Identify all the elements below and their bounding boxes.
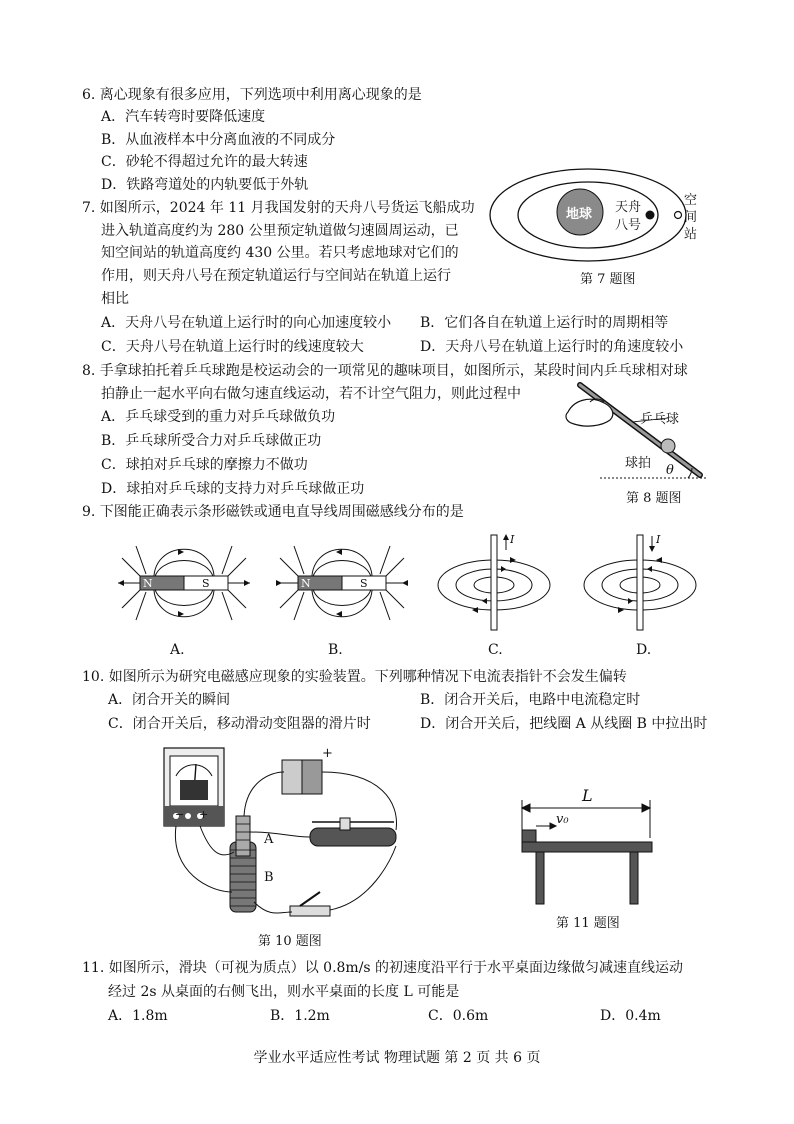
q11-length-label: L: [582, 786, 593, 805]
q10-battery-plus: +: [322, 746, 333, 761]
q9-label-c: C.: [488, 642, 503, 658]
q8-option-c: C．球拍对乒乓球的摩擦力不做功: [101, 457, 308, 473]
q11-table-figure: [512, 788, 662, 918]
q8-option-d: D．球拍对乒乓球的支持力对乒乓球做正功: [101, 481, 365, 497]
q6-stem: 6. 离心现象有很多应用，下列选项中利用离心现象的是: [82, 87, 422, 103]
q7-station-label-1: 空: [684, 193, 698, 208]
q7-line1: 7. 如图所示，2024 年 11 月我国发射的天舟八号货运飞船成功: [82, 200, 475, 216]
q8-racket-label: 球拍: [625, 456, 652, 471]
q7-line5: 相比: [101, 291, 129, 307]
q8-ball-label: 乒乓球: [640, 412, 680, 427]
q7-option-b: B．它们各自在轨道上运行时的周期相等: [420, 315, 669, 331]
q9-a-south: S: [202, 577, 210, 590]
q9-d-current: I: [656, 533, 661, 546]
q8-line1: 8. 手拿球拍托着乒乓球跑是校运动会的一项常见的趣味项目，如图所示，某段时间内乒乓球相对球: [82, 363, 688, 379]
q11-line1: 11. 如图所示，滑块（可视为质点）以 0.8m/s 的初速度沿平行于水平桌面边缘做匀减速直线运动: [82, 960, 684, 976]
q7-earth-label: 地球: [566, 207, 593, 222]
q7-tianzhou-label-2: 八号: [615, 218, 642, 233]
q7-caption: 第 7 题图: [580, 272, 636, 287]
q7-tianzhou-label-1: 天舟: [615, 200, 642, 215]
q9-label-b: B.: [328, 642, 343, 658]
q11-velocity-label: v₀: [556, 812, 569, 827]
q6-option-a: A．汽车转弯时要降低速度: [101, 109, 266, 125]
q9-figure-a: [114, 538, 254, 628]
q9-a-north: N: [143, 577, 153, 590]
q10-coil-b-label: B: [264, 870, 274, 885]
q10-meter-minus: −: [175, 808, 185, 821]
q10-coil-a-label: A: [264, 832, 274, 847]
q7-line2: 进入轨道高度约为 280 公里预定轨道做匀速圆周运动，已: [101, 223, 459, 239]
q8-option-b: B．乒乓球所受合力对乒乓球做正功: [101, 433, 322, 449]
q9-c-current: I: [510, 533, 515, 546]
q10-option-a: A．闭合开关的瞬间: [108, 692, 231, 708]
tianzhou-dot: [646, 211, 655, 220]
q11-caption: 第 11 题图: [556, 916, 620, 931]
q10-meter-plus: +: [199, 808, 209, 821]
q8-option-a: A．乒乓球受到的重力对乒乓球做负功: [101, 409, 336, 425]
q10-option-d: D．闭合开关后，把线圈 A 从线圈 B 中拉出时: [420, 716, 708, 732]
q9-stem: 9. 下图能正确表示条形磁铁或通电直导线周围磁感线分布的是: [82, 504, 464, 520]
q7-option-c: C．天舟八号在轨道上运行时的线速度较大: [101, 339, 364, 355]
q10-caption: 第 10 题图: [258, 934, 322, 949]
q8-caption: 第 8 题图: [626, 491, 682, 506]
q9-figure-d: [582, 530, 702, 635]
q6-option-c: C．砂轮不得超过允许的最大转速: [101, 154, 308, 170]
q10-stem: 10. 如图所示为研究电磁感应现象的实验装置。下列哪种情况下电流表指针不会发生偏转: [82, 669, 627, 685]
q9-figure-b: [272, 538, 412, 628]
q7-line3: 知空间站的轨道高度约 430 公里。若只考虑地球对它们的: [101, 245, 459, 261]
q11-option-d: D．0.4m: [600, 1008, 661, 1024]
station-dot: [675, 212, 682, 219]
q7-station-label-2: 间: [684, 210, 698, 225]
page-footer: 学业水平适应性考试 物理试题 第 2 页 共 6 页: [253, 1050, 541, 1066]
q10-option-c: C．闭合开关后，移动滑动变阻器的滑片时: [108, 716, 371, 732]
q6-option-d: D．铁路弯道处的内轨要低于外轨: [101, 177, 309, 193]
q10-option-b: B．闭合开关后，电路中电流稳定时: [420, 692, 641, 708]
q10-apparatus-figure: [150, 742, 422, 930]
q11-option-a: A．1.8m: [108, 1008, 168, 1024]
q11-option-c: C．0.6m: [428, 1008, 489, 1024]
q7-option-a: A．天舟八号在轨道上运行时的向心加速度较小: [101, 315, 392, 331]
q8-theta-label: θ: [666, 463, 674, 478]
q7-line4: 作用，则天舟八号在预定轨道运行与空间站在轨道上运行: [101, 268, 451, 284]
q9-b-north: N: [301, 577, 311, 590]
q7-option-d: D．天舟八号在轨道上运行时的角速度较小: [420, 339, 684, 355]
q7-station-label-3: 站: [684, 227, 698, 242]
q11-option-b: B．1.2m: [270, 1008, 330, 1024]
q8-line2: 拍静止一起水平向右做匀速直线运动，若不计空气阻力，则此过程中: [101, 386, 521, 402]
q9-figure-c: [436, 530, 556, 635]
q9-label-d: D.: [636, 642, 652, 658]
q11-line2: 经过 2s 从桌面的右侧飞出，则水平桌面的长度 L 可能是: [108, 984, 460, 1000]
q6-option-b: B．从血液样本中分离血液的不同成分: [101, 132, 336, 148]
q9-b-south: S: [360, 577, 368, 590]
q9-label-a: A.: [170, 642, 185, 658]
